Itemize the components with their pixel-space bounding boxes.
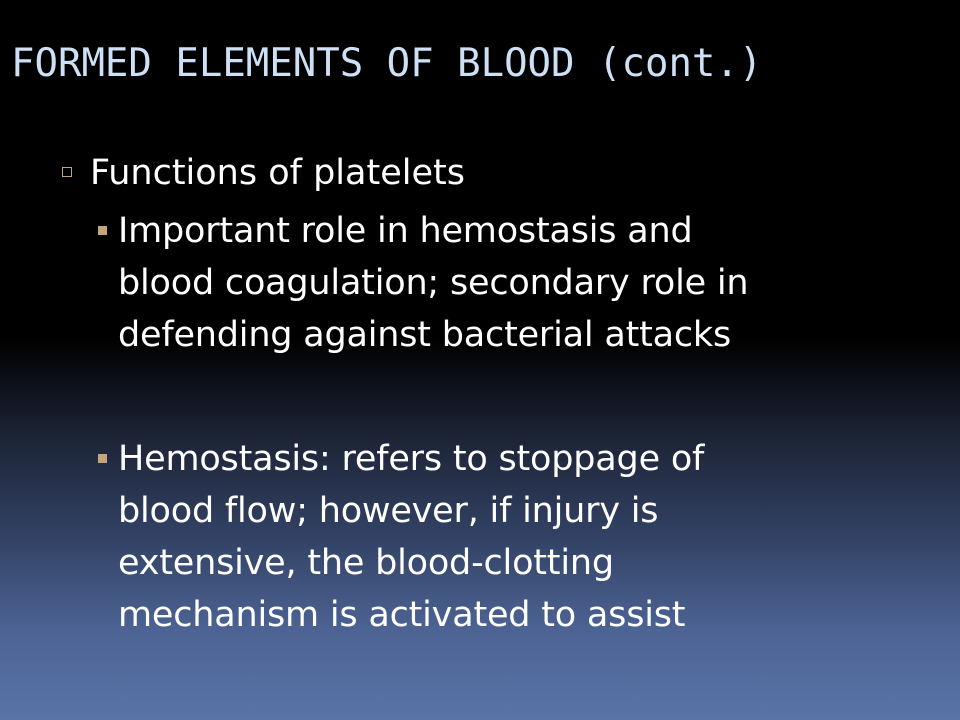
bullet-text-line: Important role in hemostasis and bbox=[118, 211, 693, 251]
level2-bullet-row bbox=[98, 205, 848, 361]
bullet-text-line: blood flow; however, if injury is bbox=[118, 491, 659, 531]
bullet-point-text bbox=[118, 205, 848, 361]
topic-label: Functions of platelets bbox=[90, 153, 465, 193]
bullet-point-hemostasis-definition bbox=[98, 433, 848, 641]
bullet-text-line: Hemostasis: refers to stoppage of bbox=[118, 439, 705, 479]
slide-title: FORMED ELEMENTS OF BLOOD (cont.) bbox=[11, 41, 763, 86]
bullet-text-line: extensive, the blood-clotting bbox=[118, 543, 614, 583]
level1-bullet-row bbox=[62, 147, 922, 199]
filled-square-bullet-icon bbox=[98, 454, 107, 463]
hollow-square-bullet-icon bbox=[62, 167, 72, 177]
bullet-text-line: mechanism is activated to assist bbox=[118, 595, 686, 635]
filled-square-bullet-icon bbox=[98, 226, 107, 235]
topic-functions-of-platelets bbox=[62, 147, 922, 199]
bullet-point-text bbox=[118, 433, 848, 641]
bullet-text-line: defending against bacterial attacks bbox=[118, 315, 732, 355]
bullet-point-platelet-role bbox=[98, 205, 848, 361]
bullet-text-line: blood coagulation; secondary role in bbox=[118, 263, 749, 303]
level2-bullet-row bbox=[98, 433, 848, 641]
